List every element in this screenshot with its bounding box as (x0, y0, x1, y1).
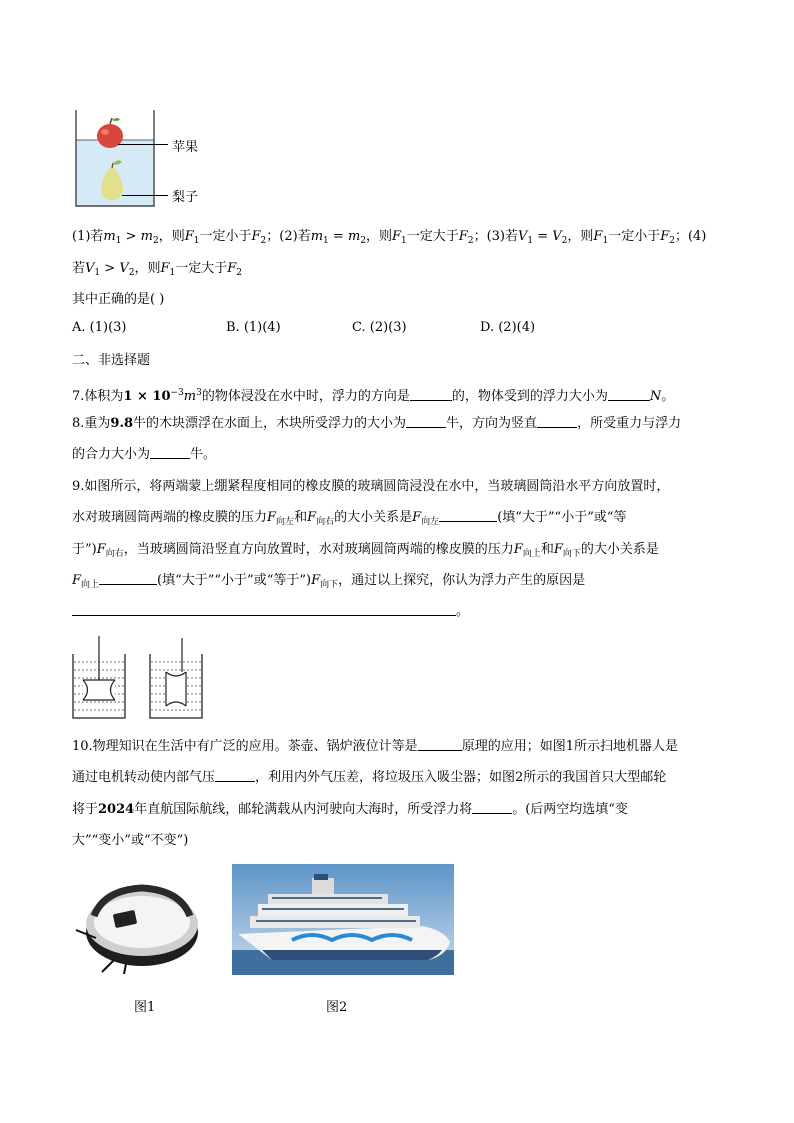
q8-line1: 8.重为9.8牛的木块漂浮在水面上，木块所受浮力的大小为 牛，方向为竖直 ，所受重力与浮力 (72, 416, 682, 431)
q8-blank-1[interactable] (406, 415, 446, 428)
q9-line1: 9.如图所示，将两端蒙上绷紧程度相同的橡皮膜的玻璃圆筒浸没在水中，当玻璃圆筒沿水平方向放置时， (72, 479, 670, 494)
cruise-ship-image (232, 864, 454, 975)
q8-blank-2[interactable] (537, 415, 577, 428)
q9-blank-1[interactable] (439, 509, 497, 522)
q6-option-b[interactable]: B. (1)(4) (226, 320, 281, 335)
beaker-figure (70, 634, 210, 722)
q10-blank-3[interactable] (472, 801, 512, 814)
q7-blank-1[interactable] (410, 388, 452, 401)
figure1-caption: 图1 (134, 1000, 156, 1015)
q10-blank-1[interactable] (418, 738, 462, 751)
q10-line2: 通过电机转动使内部气压 ，利用内外气压差，将垃圾压入吸尘器；如图2所示的我国首只大型邮轮 (72, 770, 667, 785)
fruit-water-figure (70, 108, 160, 212)
q6-option-d[interactable]: D. (2)(4) (480, 320, 536, 335)
q6-option-c[interactable]: C. (2)(3) (352, 320, 407, 335)
apple-pointer (118, 144, 168, 145)
q6-line1: (1)若$m_1 > m_2$，则$F_1$一定小于$F_2$；(2)若$m_1 = m_2$，则$F_1$一定大于$F_2$；(3)若$V_1 = V_2$，则$F_1$一定小于$F_2$；(4) (72, 229, 707, 246)
q9-line5: 。 (72, 602, 469, 622)
q10-line1: 10.物理知识在生活中有广泛的应用。茶壶、锅炉液位计等是 原理的应用；如图1所示扫地机器人是 (72, 739, 678, 754)
q9-line2: 水对玻璃圆筒两端的橡皮膜的压力$F_{向左}$和$F_{向右}$的大小关系是$F_{向左}$ (填“大于”“小于”或“等 (72, 510, 627, 527)
figure2-caption: 图2 (326, 1000, 348, 1015)
q6-prompt: 其中正确的是( ) (72, 292, 165, 307)
q8-line2: 的合力大小为 牛。 (72, 447, 217, 462)
robot-vacuum-image (74, 876, 208, 976)
q7-line: 7.体积为$1 \times 10^{-3}m^3$的物体浸没在水中时，浮力的方向是 的，物体受到的浮力大小为 N。 (72, 388, 675, 404)
q8-blank-3[interactable] (150, 446, 190, 459)
q7-blank-2[interactable] (608, 388, 650, 401)
q10-blank-2[interactable] (215, 769, 255, 782)
q10-line3: 将于2024年直航国际航线，邮轮满载从内河驶向大海时，所受浮力将 。(后两空均选填“变 (72, 802, 628, 817)
q9-line4: $F_{向上}$ (填“大于”“小于”或“等于$”)F_{向下}$，通过以上探究，你认为浮力产生的原因是 (72, 573, 586, 590)
label-apple: 苹果 (172, 140, 199, 155)
q6-line2: 若$V_1 > V_2$，则$F_1$一定大于$F_2$ (72, 261, 242, 278)
q10-line4: 大”“变小”或“不变”) (72, 833, 189, 848)
q9-blank-3[interactable] (72, 603, 456, 616)
q9-blank-2[interactable] (99, 572, 157, 585)
label-pear: 梨子 (172, 190, 199, 205)
q9-line3: 于$”)F_{向右}$，当玻璃圆筒沿竖直方向放置时，水对玻璃圆筒两端的橡皮膜的压力$F_{向上}$和$F_{向下}$的大小关系是 (72, 542, 659, 559)
pear-pointer (122, 195, 168, 196)
q6-option-a[interactable]: A. (1)(3) (72, 320, 127, 335)
section-heading: 二、非选择题 (72, 353, 151, 368)
